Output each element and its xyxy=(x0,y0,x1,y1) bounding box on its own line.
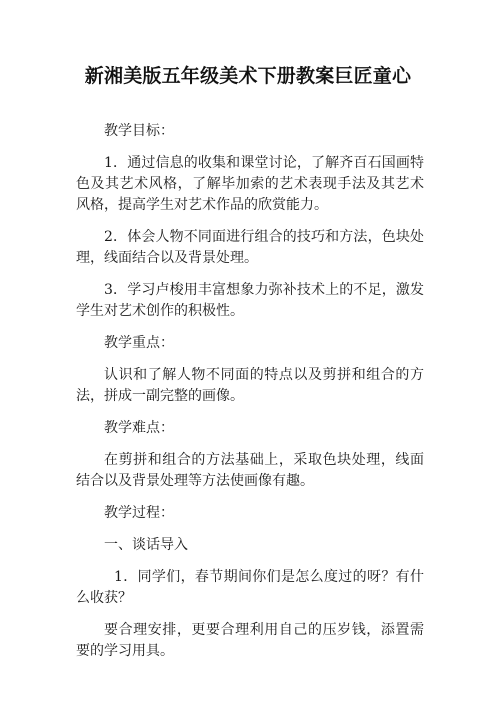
paragraph-question-1: 1．同学们，春节期间你们是怎么度过的呀？有什么收获？ xyxy=(76,569,424,606)
paragraph-key-points: 认识和了解人物不同面的特点以及剪拼和组合的方法，拼成一副完整的画像。 xyxy=(76,367,424,404)
paragraph-objective-2: 2．体会人物不同面进行组合的技巧和方法，色块处理，线面结合以及背景处理。 xyxy=(76,229,424,266)
paragraph-process-heading: 教学过程： xyxy=(104,505,174,521)
paragraph-difficulties: 在剪拼和组合的方法基础上，采取色块处理，线面结合以及背景处理等方法使画像有趣。 xyxy=(76,452,424,489)
paragraph-key-points-heading: 教学重点： xyxy=(104,335,174,351)
paragraph-section-1-heading: 一、谈话导入 xyxy=(104,537,188,553)
document-body xyxy=(76,121,424,673)
paragraph-objective-1: 1．通过信息的收集和课堂讨论，了解齐百石国画特色及其艺术风格，了解毕加索的艺术表现手法及其艺术风格，提高学生对艺术作品的欣赏能力。 xyxy=(76,155,424,213)
document-title: 新湘美版五年级美术下册教案巨匠童心 xyxy=(84,65,412,87)
paragraph-objective-3: 3．学习卢梭用丰富想象力弥补技术上的不足，激发学生对艺术创作的积极性。 xyxy=(76,282,424,319)
paragraph-teaching-objectives-heading: 教学目标： xyxy=(104,123,174,139)
paragraph-difficulties-heading: 教学难点： xyxy=(104,420,174,436)
paragraph-advice: 要合理安排，更要合理利用自己的压岁钱，添置需要的学习用具。 xyxy=(76,622,424,659)
